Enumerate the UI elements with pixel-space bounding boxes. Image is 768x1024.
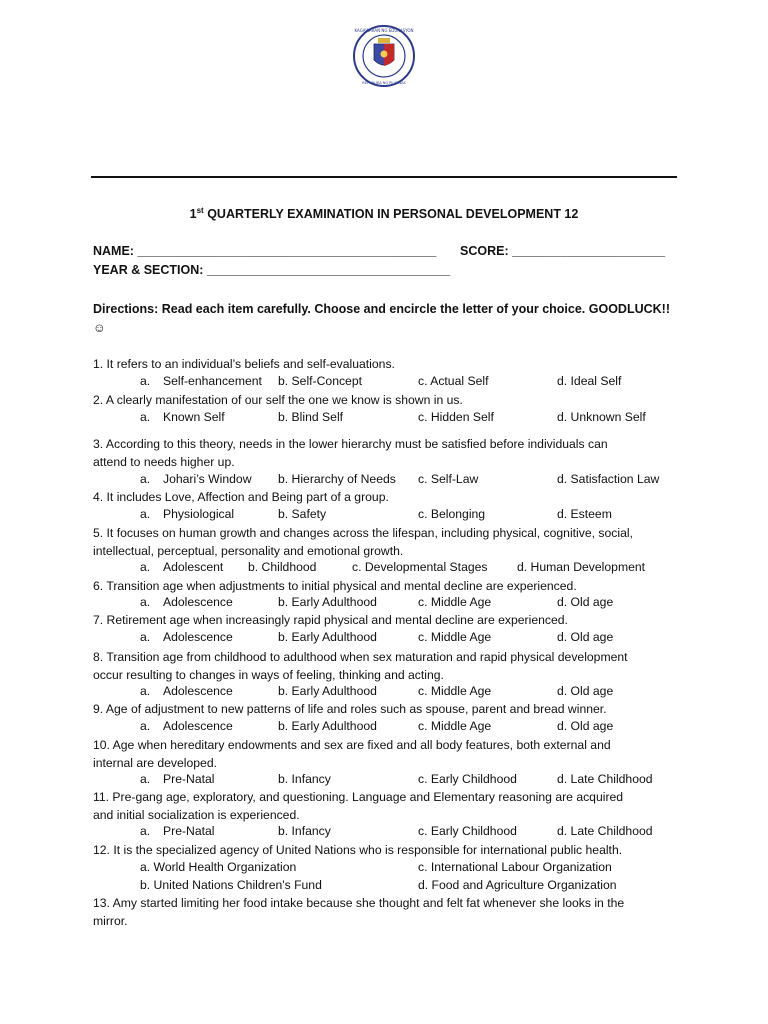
option-text[interactable]: b. Childhood [248, 560, 317, 574]
option-text[interactable]: c. Early Childhood [418, 824, 517, 838]
option-letter[interactable]: a. [140, 719, 151, 733]
question-line: 6. Transition age when adjustments to initial physical and mental decline are experienced. [93, 579, 577, 593]
option-text[interactable]: Adolescence [163, 630, 233, 644]
option-text[interactable]: c. Hidden Self [418, 410, 494, 424]
question-stem [93, 737, 683, 772]
option-text[interactable]: b. United Nations Children's Fund [140, 878, 322, 892]
answer-options [0, 719, 768, 737]
answer-options [0, 410, 768, 428]
score-field: SCORE: ______________________ [460, 244, 666, 258]
question-line: 4. It includes Love, Affection and Being part of a group. [93, 490, 389, 504]
question-line: intellectual, perceptual, personality and emotional growth. [93, 543, 404, 558]
answer-options [0, 684, 768, 702]
option-letter[interactable]: a. [140, 772, 151, 786]
question-line: 13. Amy started limiting her food intake because she thought and felt fat whenever she looks in the [93, 896, 625, 910]
option-text[interactable]: Adolescent [163, 560, 224, 574]
answer-options [0, 630, 768, 648]
option-text[interactable]: d. Satisfaction Law [557, 472, 660, 486]
option-letter[interactable]: a. [140, 684, 151, 698]
option-text[interactable]: Known Self [163, 410, 225, 424]
question-line: attend to needs higher up. [93, 454, 235, 469]
option-text[interactable]: b. Safety [278, 507, 327, 521]
option-text[interactable]: d. Late Childhood [557, 772, 653, 786]
option-text[interactable]: b. Blind Self [278, 410, 344, 424]
option-text[interactable]: b. Early Adulthood [278, 595, 377, 609]
option-letter[interactable]: a. [140, 560, 151, 574]
option-text[interactable]: Physiological [163, 507, 235, 521]
option-text[interactable]: Pre-Natal [163, 772, 215, 786]
option-text[interactable]: c. International Labour Organization [418, 860, 612, 874]
answer-options [0, 507, 768, 525]
header-divider [91, 176, 677, 178]
name-field: NAME: ___________________________________________ [93, 244, 437, 258]
option-text[interactable]: c. Developmental Stages [352, 560, 488, 574]
question-stem [93, 701, 683, 719]
year-section-field: YEAR & SECTION: ___________________________________ [93, 263, 451, 277]
question-stem [93, 649, 683, 684]
answer-options [0, 560, 768, 578]
question-stem [93, 356, 683, 374]
answer-options [0, 824, 768, 842]
option-text[interactable]: Adolescence [163, 595, 233, 609]
option-text[interactable]: d. Old age [557, 684, 614, 698]
option-text[interactable]: c. Middle Age [418, 684, 492, 698]
option-text[interactable]: c. Actual Self [418, 374, 489, 388]
option-text[interactable]: c. Middle Age [418, 630, 492, 644]
question-stem [93, 578, 683, 596]
option-text[interactable]: b. Early Adulthood [278, 630, 377, 644]
answer-options [0, 878, 768, 896]
option-text[interactable]: b. Infancy [278, 824, 331, 838]
option-text[interactable]: b. Early Adulthood [278, 684, 377, 698]
option-text[interactable]: d. Old age [557, 630, 614, 644]
question-line: mirror. [93, 913, 128, 928]
option-letter[interactable]: a. [140, 374, 151, 388]
question-line: occur resulting to changes in ways of feeling, thinking and acting. [93, 667, 444, 682]
option-letter[interactable]: a. [140, 630, 151, 644]
question-stem [93, 895, 683, 930]
option-text[interactable]: d. Late Childhood [557, 824, 653, 838]
answer-options [0, 595, 768, 613]
option-text[interactable]: c. Middle Age [418, 595, 492, 609]
option-text[interactable]: c. Belonging [418, 507, 486, 521]
seal-text-top: KAGAWARAN NG EDUKASYON [354, 28, 414, 33]
question-stem [93, 489, 683, 507]
answer-options [0, 860, 768, 878]
answer-options [0, 472, 768, 490]
option-text[interactable]: d. Unknown Self [557, 410, 646, 424]
question-line: 11. Pre-gang age, exploratory, and questioning. Language and Elementary reasoning are acquired [93, 790, 624, 804]
option-text[interactable]: b. Self-Concept [278, 374, 363, 388]
option-text[interactable]: Adolescence [163, 684, 233, 698]
question-line: 10. Age when hereditary endowments and sex are fixed and all body features, both external and [93, 738, 611, 752]
option-text[interactable]: b. Hierarchy of Needs [278, 472, 396, 486]
deped-seal-logo [352, 24, 416, 88]
option-text[interactable]: b. Early Adulthood [278, 719, 377, 733]
option-text[interactable]: d. Old age [557, 719, 614, 733]
question-line: 3. According to this theory, needs in the lower hierarchy must be satisfied before individuals can [93, 437, 608, 451]
seal-text-bottom: REPUBLIKA NG PILIPINAS [362, 81, 406, 85]
question-line: 8. Transition age from childhood to adulthood when sex maturation and rapid physical development [93, 650, 628, 664]
question-stem [93, 436, 683, 471]
option-text[interactable]: a. World Health Organization [140, 860, 297, 874]
option-letter[interactable]: a. [140, 595, 151, 609]
question-stem [93, 789, 683, 824]
option-text[interactable]: d. Old age [557, 595, 614, 609]
option-text[interactable]: d. Food and Agriculture Organization [418, 878, 617, 892]
option-text[interactable]: d. Human Development [517, 560, 646, 574]
question-line: internal are developed. [93, 755, 217, 770]
question-line: 1. It refers to an individual’s beliefs and self-evaluations. [93, 357, 395, 371]
question-line: 9. Age of adjustment to new patterns of life and roles such as spouse, parent and bread winner. [93, 702, 607, 716]
question-stem [93, 525, 683, 560]
option-text[interactable]: d. Esteem [557, 507, 612, 521]
option-text[interactable]: c. Self-Law [418, 472, 479, 486]
option-text[interactable]: b. Infancy [278, 772, 331, 786]
question-line: and initial socialization is experienced. [93, 807, 300, 822]
answer-options [0, 772, 768, 790]
question-stem [93, 392, 683, 410]
option-text[interactable]: c. Middle Age [418, 719, 492, 733]
option-letter[interactable]: a. [140, 507, 151, 521]
option-text[interactable]: Pre-Natal [163, 824, 215, 838]
question-stem [93, 842, 683, 860]
option-text[interactable]: Johari’s Window [163, 472, 252, 486]
answer-options [0, 374, 768, 392]
option-letter[interactable]: a. [140, 824, 151, 838]
option-text[interactable]: Self-enhancement [163, 374, 262, 388]
option-text[interactable]: Adolescence [163, 719, 233, 733]
directions: Directions: Read each item carefully. Choose and encircle the letter of your choice. GOODLUCK!! ☺ [93, 302, 670, 335]
question-line: 12. It is the specialized agency of United Nations who is responsible for international public health. [93, 843, 623, 857]
option-letter[interactable]: a. [140, 410, 151, 424]
question-stem [93, 612, 683, 630]
option-text[interactable]: d. Ideal Self [557, 374, 622, 388]
question-line: 5. It focuses on human growth and changes across the lifespan, including physical, cognitive, social, [93, 526, 633, 540]
exam-title: 1st QUARTERLY EXAMINATION IN PERSONAL DEVELOPMENT 12 [189, 206, 579, 222]
question-line: 2. A clearly manifestation of our self the one we know is shown in us. [93, 393, 463, 407]
question-line: 7. Retirement age when increasingly rapid physical and mental decline are experienced. [93, 613, 568, 627]
option-letter[interactable]: a. [140, 472, 151, 486]
option-text[interactable]: c. Early Childhood [418, 772, 517, 786]
